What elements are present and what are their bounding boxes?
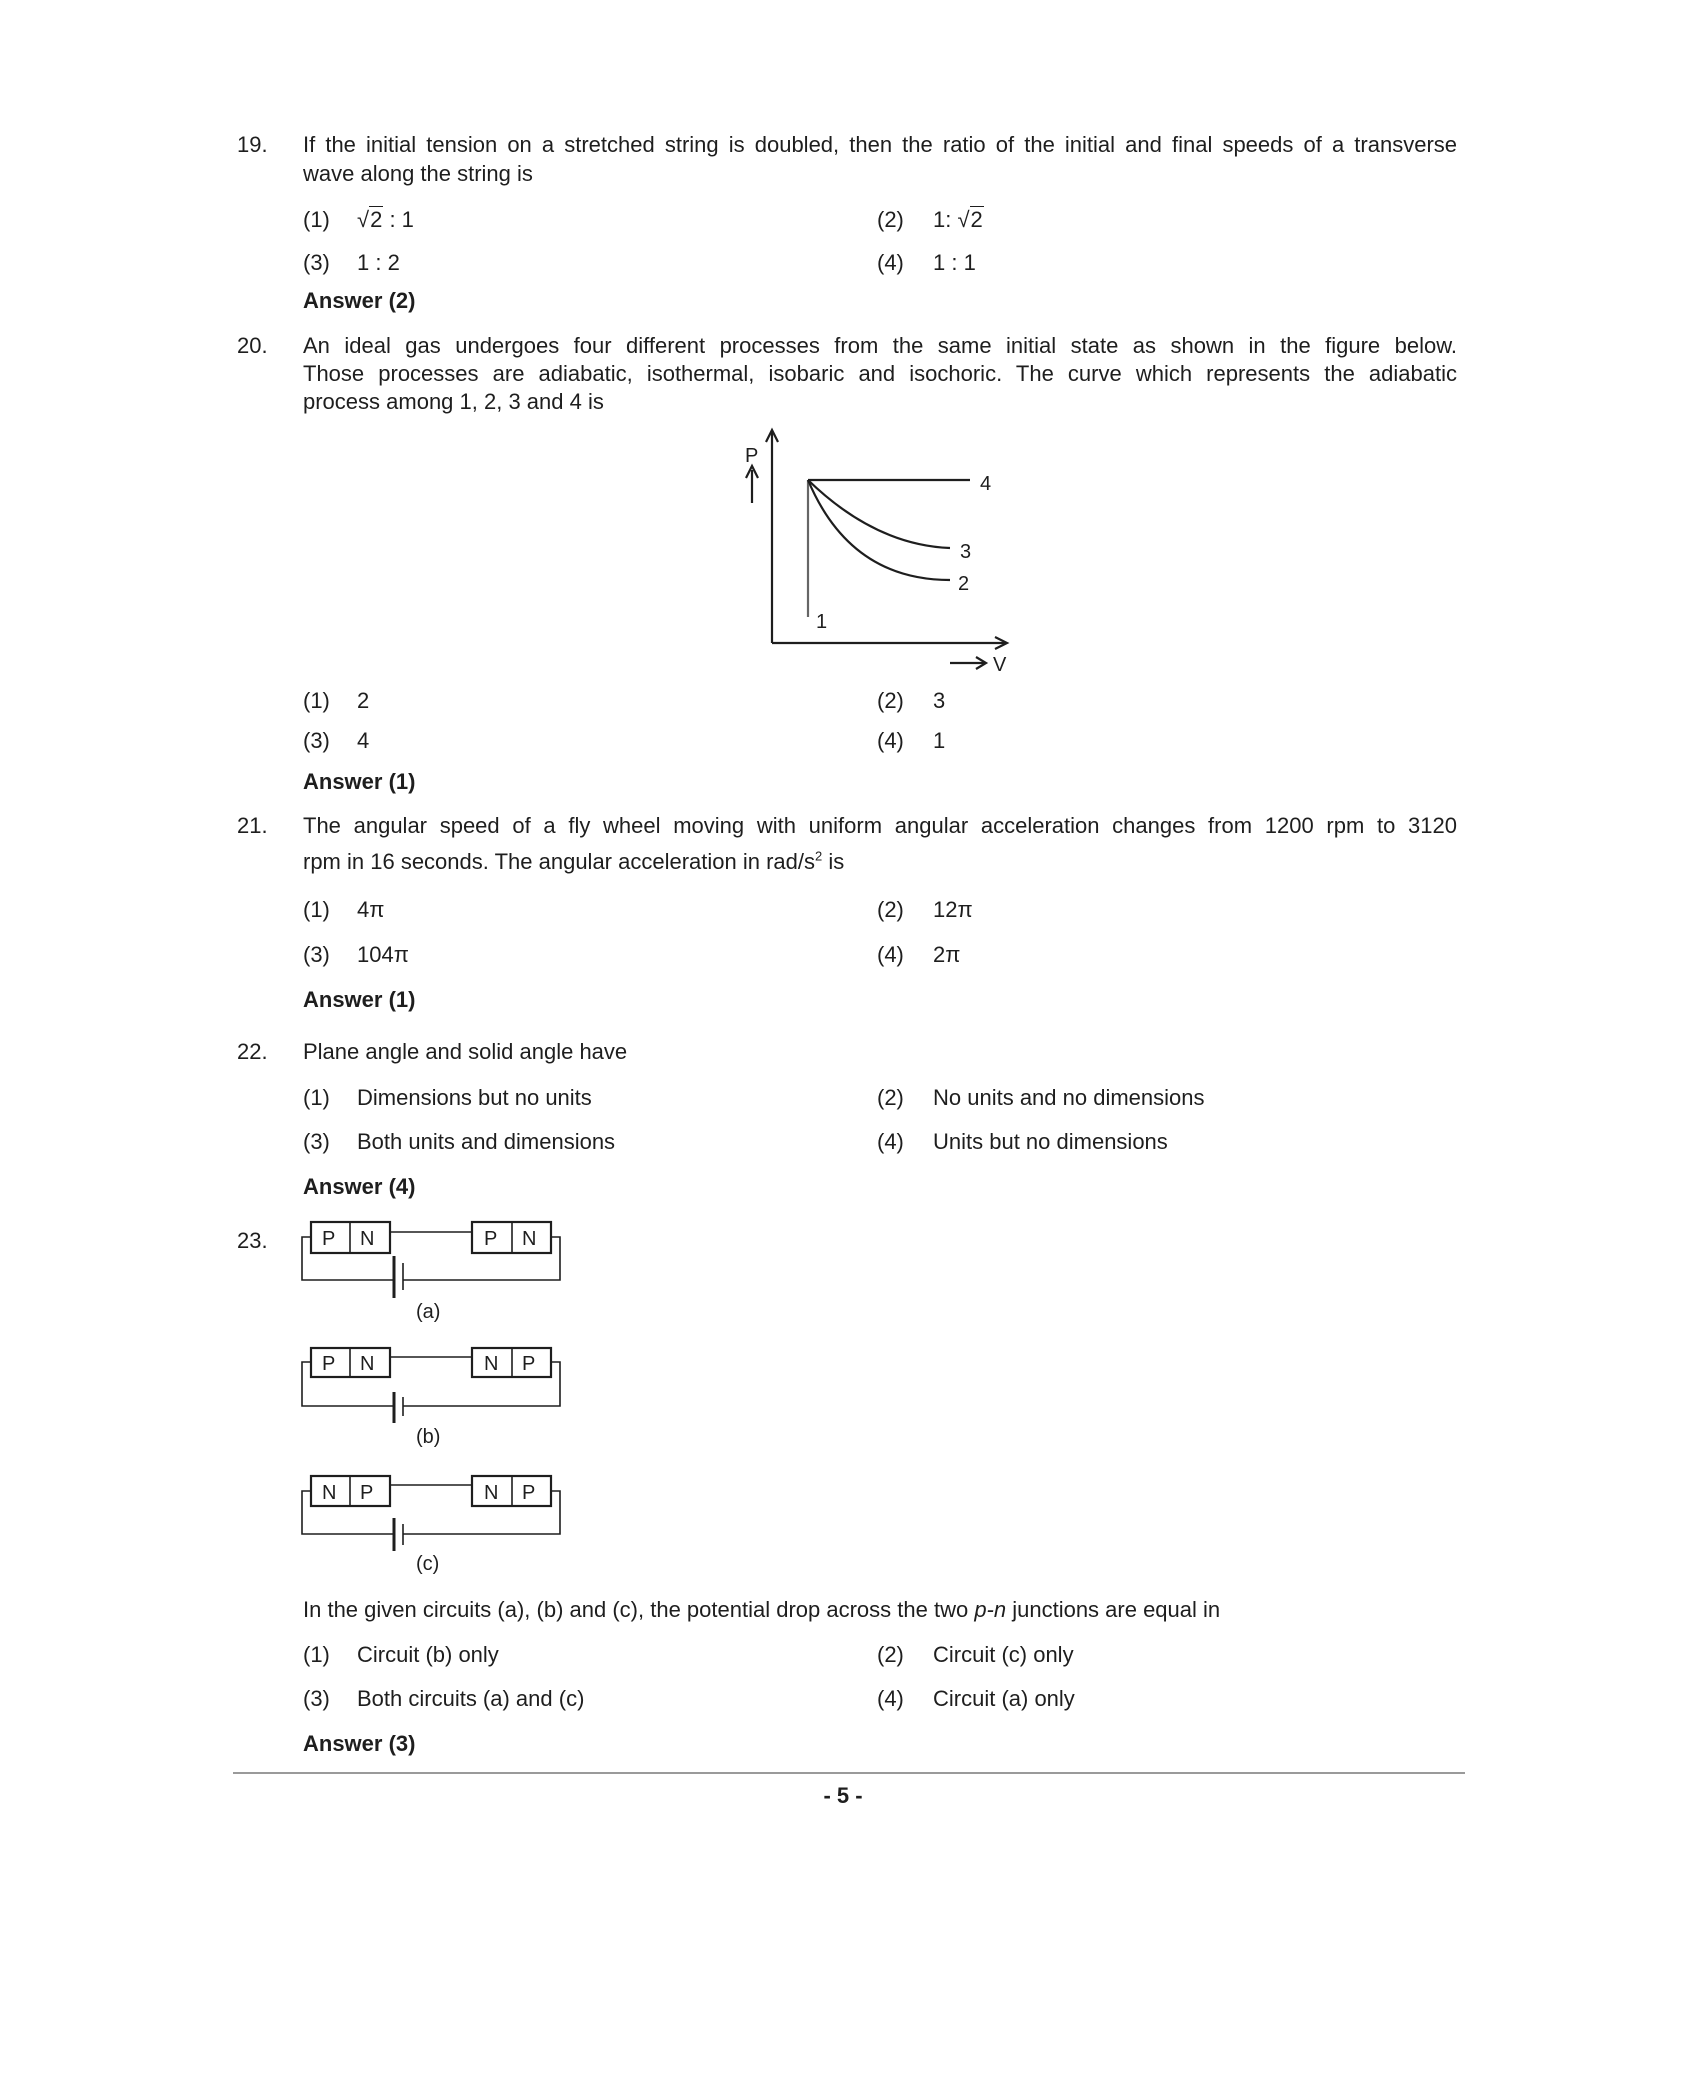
diode-region-label: N <box>360 1353 375 1375</box>
option-text: Dimensions but no units <box>357 1085 592 1110</box>
question-text-line: Plane angle and solid angle have <box>303 1039 628 1064</box>
curve-label-3: 3 <box>960 541 972 563</box>
option-label: (1) <box>303 1642 330 1667</box>
question-number: 22. <box>237 1039 268 1064</box>
option-label: (4) <box>877 728 904 753</box>
isothermal-curve-3 <box>808 480 950 548</box>
circuit-caption: (c) <box>416 1553 440 1575</box>
option-text: Circuit (b) only <box>357 1642 499 1667</box>
option-label: (1) <box>303 207 330 232</box>
option-text: 4π <box>357 897 385 922</box>
option-text: No units and no dimensions <box>933 1085 1205 1110</box>
circuit-caption: (b) <box>416 1426 441 1448</box>
option-text: 1: √2 <box>933 207 983 232</box>
question-number: 19. <box>237 132 268 157</box>
footer-divider <box>233 1772 1465 1774</box>
option-text: Units but no dimensions <box>933 1129 1168 1154</box>
answer: Answer (1) <box>303 987 416 1012</box>
question-number: 23. <box>237 1228 268 1253</box>
square-root-symbol: √2 <box>357 207 383 232</box>
option-label: (4) <box>877 942 904 967</box>
option-text: 3 <box>933 688 946 713</box>
question-text-line: process among 1, 2, 3 and 4 is <box>303 389 604 414</box>
question-text-line: In the given circuits (a), (b) and (c), the potential drop across the two p-n junctions are equal in <box>303 1597 1221 1622</box>
circuit-caption: (a) <box>416 1301 441 1323</box>
question-number: 21. <box>237 813 268 838</box>
option-label: (3) <box>303 728 330 753</box>
option-text: 1 : 1 <box>933 250 976 275</box>
diode-region-label: N <box>484 1482 499 1504</box>
option-label: (2) <box>877 688 904 713</box>
option-text: 2π <box>933 942 961 967</box>
option-text: √2 : 1 <box>357 207 414 232</box>
question-text-line: wave along the string is <box>303 161 533 186</box>
option-text: Both units and dimensions <box>357 1129 616 1154</box>
option-label: (2) <box>877 897 904 922</box>
circuit-c <box>302 1476 560 1575</box>
option-text: 104π <box>357 942 409 967</box>
option-text: 4 <box>357 728 370 753</box>
option-text: Both circuits (a) and (c) <box>357 1686 585 1711</box>
circuit-b <box>302 1348 560 1448</box>
x-axis-label: V <box>993 654 1007 676</box>
option-label: (3) <box>303 1686 330 1711</box>
option-text: Circuit (a) only <box>933 1686 1075 1711</box>
diode-region-label: N <box>484 1353 499 1375</box>
diode-region-label: P <box>322 1353 336 1375</box>
option-label: (3) <box>303 1129 330 1154</box>
option-text: Circuit (c) only <box>933 1642 1074 1667</box>
question-text-line: Those processes are adiabatic, isothermal, isobaric and isochoric. The curve which represents the adiabatic <box>303 361 1457 386</box>
option-label: (1) <box>303 1085 330 1110</box>
diode-region-label: P <box>322 1228 336 1250</box>
option-label: (3) <box>303 942 330 967</box>
option-text: 1 : 2 <box>357 250 400 275</box>
option-label: (2) <box>877 1642 904 1667</box>
answer: Answer (2) <box>303 288 416 313</box>
answer: Answer (3) <box>303 1731 416 1756</box>
option-text: 1 <box>933 728 946 753</box>
option-label: (4) <box>877 1686 904 1711</box>
option-label: (2) <box>877 1085 904 1110</box>
option-label: (1) <box>303 897 330 922</box>
question-text-line: An ideal gas undergoes four different processes from the same initial state as shown in the figure below. <box>303 333 1457 358</box>
question-text-line: rpm in 16 seconds. The angular acceleration in rad/$s^2$ is <box>303 848 845 874</box>
option-text: 12π <box>933 897 973 922</box>
answer: Answer (4) <box>303 1174 416 1199</box>
diode-region-label: N <box>522 1228 537 1250</box>
curve-label-1: 1 <box>816 611 828 633</box>
option-label: (2) <box>877 207 904 232</box>
curve-label-4: 4 <box>980 473 992 495</box>
answer: Answer (1) <box>303 769 416 794</box>
option-text: 2 <box>357 688 370 713</box>
option-label: (4) <box>877 1129 904 1154</box>
curve-label-2: 2 <box>958 573 970 595</box>
diode-region-label: P <box>360 1482 374 1504</box>
y-axis-label: P <box>745 445 759 467</box>
diode-region-label: P <box>522 1482 536 1504</box>
option-label: (3) <box>303 250 330 275</box>
diode-region-label: P <box>484 1228 498 1250</box>
option-label: (4) <box>877 250 904 275</box>
circuit-a <box>302 1222 560 1323</box>
option-label: (1) <box>303 688 330 713</box>
diode-region-label: P <box>522 1353 536 1375</box>
diode-region-label: N <box>322 1482 337 1504</box>
question-number: 20. <box>237 333 268 358</box>
page-number: - 5 - <box>823 1783 863 1808</box>
question-text-line: If the initial tension on a stretched string is doubled, then the ratio of the initial and final speeds of a transverse <box>303 132 1457 157</box>
question-text-line: The angular speed of a fly wheel moving with uniform angular acceleration changes from 1200 rpm to 3120 <box>303 813 1457 838</box>
square-root-symbol: √2 <box>957 207 983 232</box>
diode-region-label: N <box>360 1228 375 1250</box>
